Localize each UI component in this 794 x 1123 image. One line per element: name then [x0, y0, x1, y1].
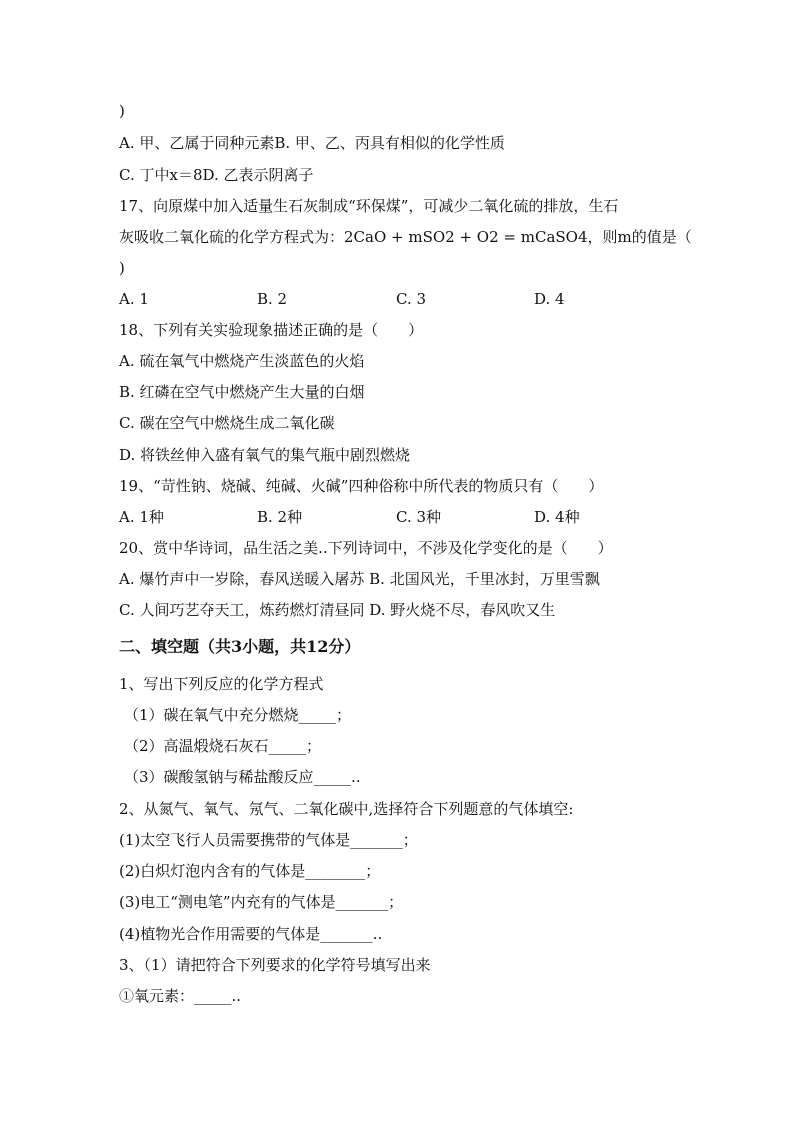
question-20-options-ab: A. 爆竹声中一岁除，春风送暖入屠苏 B. 北国风光，千里冰封，万里雪飘	[119, 570, 600, 588]
question-17-options	[119, 289, 679, 309]
question-20-stem: 20、赏中华诗词，品生活之美..下列诗词中，不涉及化学变化的是（ ）	[119, 539, 613, 557]
question-19-option-a: A. 1种	[119, 508, 164, 526]
fill-question-1-item-2: （2）高温煅烧石灰石_____；	[124, 737, 322, 755]
question-17-stem-line-1: 17、向原煤中加入适量生石灰制成“环保煤”，可减少二氧化硫的排放，生石	[119, 197, 619, 215]
section-2-heading: 二、填空题（共3小题，共12分）	[119, 637, 361, 656]
question-18-option-d: D. 将铁丝伸入盛有氧气的集气瓶中剧烈燃烧	[119, 446, 411, 464]
question-19-option-c: C. 3种	[396, 508, 442, 526]
prev-question-close-paren: )	[119, 102, 125, 120]
prev-question-options-cd: C. 丁中x＝8D. 乙表示阴离子	[119, 166, 314, 184]
question-18-option-b: B. 红磷在空气中燃烧产生大量的白烟	[119, 383, 365, 401]
fill-question-1-item-1: （1）碳在氧气中充分燃烧_____；	[124, 706, 352, 724]
fill-question-1-item-3: （3）碳酸氢钠与稀盐酸反应_____..	[124, 768, 361, 786]
fill-question-3-item-1: ①氧元素：_____..	[119, 987, 242, 1005]
question-19-option-b: B. 2种	[257, 508, 303, 526]
fill-question-3-stem: 3、（1）请把符合下列要求的化学符号填写出来	[119, 956, 431, 974]
question-17-option-d: D. 4	[534, 290, 565, 308]
question-20-options-cd: C. 人间巧艺夺天工，炼药燃灯清昼同 D. 野火烧不尽，春风吹又生	[119, 601, 556, 619]
question-17-option-a: A. 1	[119, 290, 149, 308]
question-17-option-b: B. 2	[257, 290, 288, 308]
prev-question-options-ab: A. 甲、乙属于同种元素B. 甲、乙、丙具有相似的化学性质	[119, 134, 505, 152]
question-19-option-d: D. 4种	[534, 508, 580, 526]
question-17-option-c: C. 3	[396, 290, 427, 308]
question-19-stem: 19、“苛性钠、烧碱、纯碱、火碱”四种俗称中所代表的物质只有（ ）	[119, 477, 604, 495]
fill-question-2-item-3: (3)电工“测电笔”内充有的气体是_______；	[119, 893, 404, 911]
fill-question-2-item-2: (2)白炽灯泡内含有的气体是________；	[119, 862, 381, 880]
fill-question-2-stem: 2、从氮气、氧气、氖气、二氧化碳中,选择符合下列题意的气体填空:	[119, 800, 574, 818]
question-18-option-a: A. 硫在氧气中燃烧产生淡蓝色的火焰	[119, 352, 365, 370]
fill-question-2-item-1: (1)太空飞行人员需要携带的气体是_______；	[119, 831, 418, 849]
fill-question-1-stem: 1、写出下列反应的化学方程式	[119, 675, 324, 693]
question-17-stem-line-3: )	[119, 259, 125, 277]
question-18-option-c: C. 碳在空气中燃烧生成二氧化碳	[119, 414, 335, 432]
question-19-options	[119, 507, 679, 527]
question-17-stem-line-2: 灰吸收二氧化硫的化学方程式为：2CaO + mSO2 + O2 = mCaSO4，则m的值是（	[119, 228, 692, 246]
fill-question-2-item-4: (4)植物光合作用需要的气体是_______..	[119, 925, 383, 943]
question-18-stem: 18、下列有关实验现象描述正确的是（ ）	[119, 321, 424, 339]
